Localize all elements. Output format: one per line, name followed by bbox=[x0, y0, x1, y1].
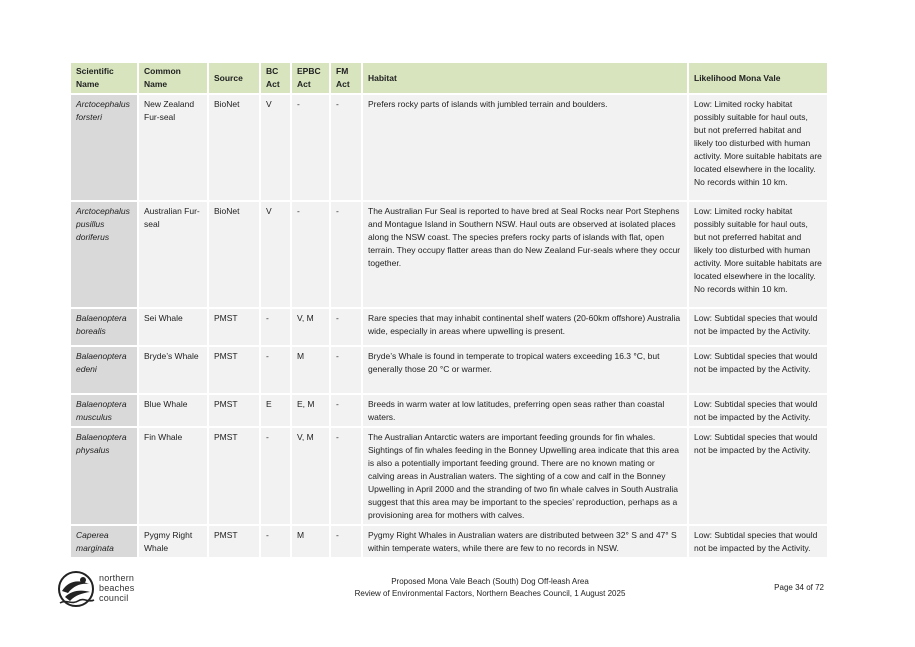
cell-epbc-act: E, M bbox=[292, 395, 331, 428]
cell-common-name: Blue Whale bbox=[139, 395, 209, 428]
cell-likelihood: Low: Subtidal species that would not be impacted by the Activity. bbox=[689, 428, 827, 526]
cell-common-name: Bryde’s Whale bbox=[139, 347, 209, 395]
header-likelihood: Likelihood Mona Vale bbox=[689, 63, 827, 95]
logo-line-1: northern bbox=[99, 573, 135, 583]
cell-source: PMST bbox=[209, 395, 261, 428]
cell-fm-act: - bbox=[331, 95, 363, 202]
table-row bbox=[71, 309, 827, 347]
table-row bbox=[71, 428, 827, 526]
cell-habitat: The Australian Antarctic waters are important feeding grounds for fin whales. Sightings of fin whales feeding in the Bonney Upwelling area indicate that this area is also a potentially important feeding ground. There are no known mating or calving areas in Australian waters. The sighting of a cow and calf in the Bonney Upwelling in April 2000 and the stranding of two fin whale calves in South Australia suggest that this area may be important to the species’ reproduction, perhaps as a provisioning area for mothers with calves. bbox=[363, 428, 689, 526]
cell-epbc-act: - bbox=[292, 202, 331, 309]
cell-scientific-name: Arctocephalus forsteri bbox=[71, 95, 139, 202]
footer-title bbox=[300, 576, 680, 600]
cell-epbc-act: M bbox=[292, 526, 331, 559]
cell-likelihood: Low: Limited rocky habitat possibly suitable for haul outs, but not preferred habitat and likely too disturbed with human activity. More suitable habitats are located elsewhere in the locality. No records within 10 km. bbox=[689, 95, 827, 202]
cell-scientific-name: Caperea marginata bbox=[71, 526, 139, 559]
cell-fm-act: - bbox=[331, 309, 363, 347]
cell-likelihood: Low: Subtidal species that would not be impacted by the Activity. bbox=[689, 309, 827, 347]
header-source: Source bbox=[209, 63, 261, 95]
header-habitat: Habitat bbox=[363, 63, 689, 95]
cell-source: PMST bbox=[209, 347, 261, 395]
table-row bbox=[71, 395, 827, 428]
header-fm-act: FM Act bbox=[331, 63, 363, 95]
cell-likelihood: Low: Subtidal species that would not be impacted by the Activity. bbox=[689, 347, 827, 395]
cell-epbc-act: V, M bbox=[292, 428, 331, 526]
cell-habitat: Rare species that may inhabit continental shelf waters (20-60km offshore) Australia wide, especially in areas where upwelling is present. bbox=[363, 309, 689, 347]
cell-common-name: Sei Whale bbox=[139, 309, 209, 347]
header-common-name: Common Name bbox=[139, 63, 209, 95]
cell-habitat: Breeds in warm water at low latitudes, preferring open seas rather than coastal waters. bbox=[363, 395, 689, 428]
cell-bc-act: - bbox=[261, 347, 292, 395]
cell-epbc-act: M bbox=[292, 347, 331, 395]
council-logo bbox=[56, 569, 176, 609]
cell-source: BioNet bbox=[209, 202, 261, 309]
cell-habitat: The Australian Fur Seal is reported to have bred at Seal Rocks near Port Stephens and Montague Island in Southern NSW. Haul outs are observed at isolated places along the NSW coast. The species prefers rocky parts of islands with flat, open terrain. They occupy flatter areas than do New Zealand Fur-seals where they occur together. bbox=[363, 202, 689, 309]
cell-bc-act: - bbox=[261, 526, 292, 559]
cell-fm-act: - bbox=[331, 428, 363, 526]
cell-scientific-name: Balaenoptera edeni bbox=[71, 347, 139, 395]
cell-fm-act: - bbox=[331, 395, 363, 428]
table-row bbox=[71, 347, 827, 395]
cell-source: PMST bbox=[209, 428, 261, 526]
cell-bc-act: - bbox=[261, 309, 292, 347]
cell-common-name: Fin Whale bbox=[139, 428, 209, 526]
cell-source: BioNet bbox=[209, 95, 261, 202]
header-epbc-act: EPBC Act bbox=[292, 63, 331, 95]
cell-common-name: Pygmy Right Whale bbox=[139, 526, 209, 559]
cell-epbc-act: V, M bbox=[292, 309, 331, 347]
footer-title-line-1: Proposed Mona Vale Beach (South) Dog Off-leash Area bbox=[391, 577, 589, 586]
council-logo-text bbox=[99, 573, 134, 603]
footer-title-line-2: Review of Environmental Factors, Northern Beaches Council, 1 August 2025 bbox=[354, 589, 626, 598]
table-row bbox=[71, 526, 827, 559]
table-row bbox=[71, 202, 827, 309]
cell-likelihood: Low: Subtidal species that would not be impacted by the Activity. bbox=[689, 395, 827, 428]
header-bc-act: BC Act bbox=[261, 63, 292, 95]
logo-line-3: council bbox=[99, 593, 129, 603]
cell-scientific-name: Balaenoptera physalus bbox=[71, 428, 139, 526]
cell-likelihood: Low: Subtidal species that would not be impacted by the Activity. bbox=[689, 526, 827, 559]
cell-common-name: Australian Fur-seal bbox=[139, 202, 209, 309]
cell-bc-act: V bbox=[261, 95, 292, 202]
cell-scientific-name: Arctocephalus pusillus doriferus bbox=[71, 202, 139, 309]
cell-epbc-act: - bbox=[292, 95, 331, 202]
council-logo-icon bbox=[56, 569, 96, 609]
cell-habitat: Prefers rocky parts of islands with jumbled terrain and boulders. bbox=[363, 95, 689, 202]
cell-habitat: Pygmy Right Whales in Australian waters are distributed between 32° S and 47° S within temperate waters, while there are few to no records in NSW. bbox=[363, 526, 689, 559]
cell-likelihood: Low: Limited rocky habitat possibly suitable for haul outs, but not preferred habitat and likely too disturbed with human activity. More suitable habitats are located elsewhere in the locality. No records within 10 km. bbox=[689, 202, 827, 309]
cell-fm-act: - bbox=[331, 202, 363, 309]
species-table bbox=[71, 63, 827, 559]
logo-line-2: beaches bbox=[99, 583, 135, 593]
cell-scientific-name: Balaenoptera borealis bbox=[71, 309, 139, 347]
cell-bc-act: E bbox=[261, 395, 292, 428]
page-number: Page 34 of 72 bbox=[774, 583, 824, 592]
cell-common-name: New Zealand Fur-seal bbox=[139, 95, 209, 202]
cell-source: PMST bbox=[209, 526, 261, 559]
table-header-row bbox=[71, 63, 827, 95]
cell-habitat: Bryde’s Whale is found in temperate to tropical waters exceeding 16.3 °C, but generally those 20 °C or warmer. bbox=[363, 347, 689, 395]
cell-scientific-name: Balaenoptera musculus bbox=[71, 395, 139, 428]
cell-fm-act: - bbox=[331, 526, 363, 559]
cell-bc-act: - bbox=[261, 428, 292, 526]
table-row bbox=[71, 95, 827, 202]
cell-bc-act: V bbox=[261, 202, 292, 309]
header-scientific-name: Scientific Name bbox=[71, 63, 139, 95]
cell-fm-act: - bbox=[331, 347, 363, 395]
cell-source: PMST bbox=[209, 309, 261, 347]
